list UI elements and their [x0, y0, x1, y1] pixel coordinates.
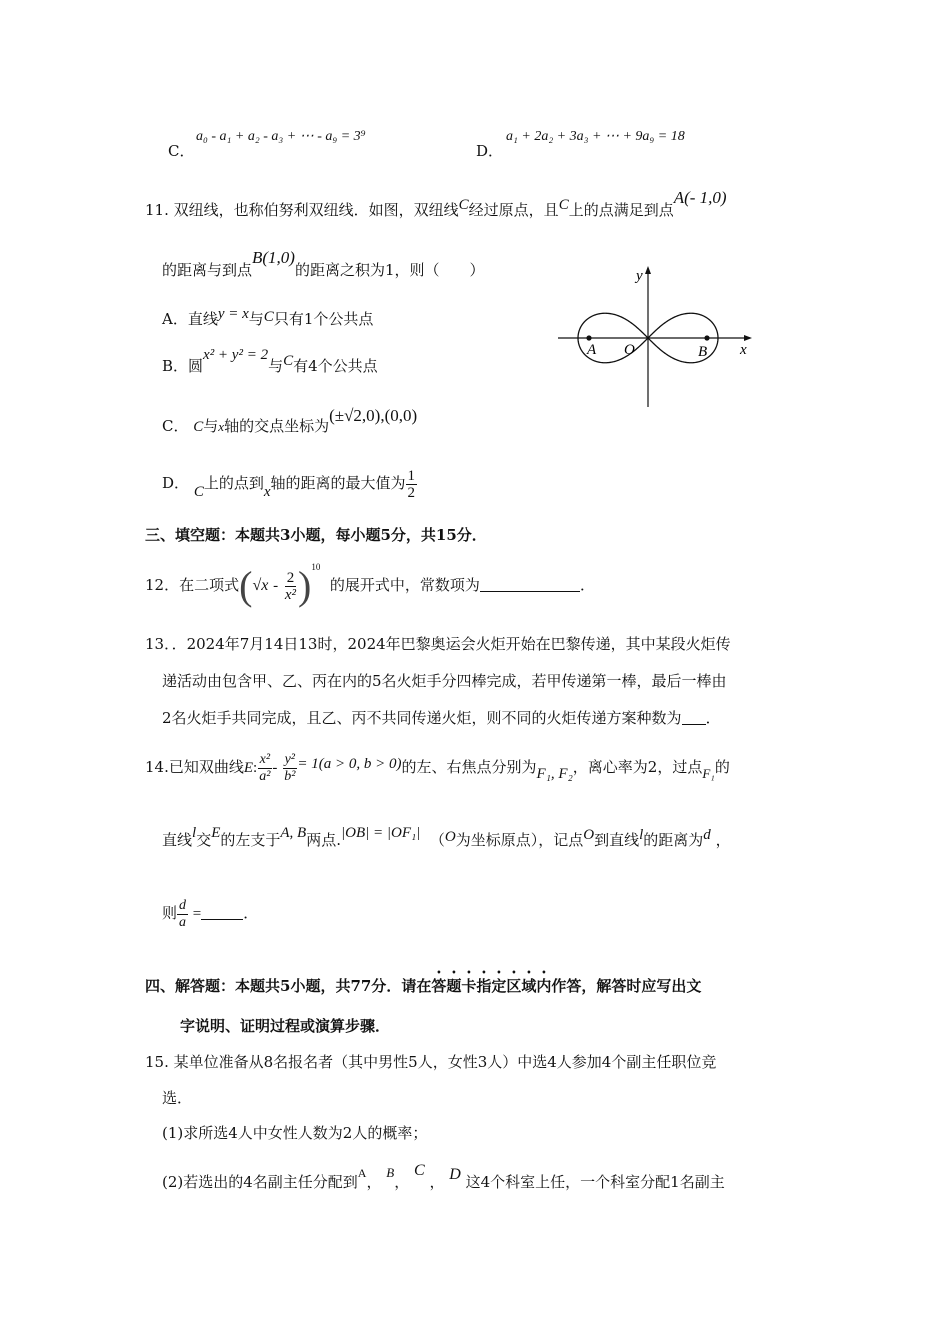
q14-line2-b: 交	[196, 831, 212, 849]
q11-option-a-mid: 与	[248, 310, 264, 328]
q11-option-d-den: 2	[407, 484, 416, 501]
q11-number: 11.	[145, 201, 169, 219]
q10-option-c-label: C．	[168, 142, 195, 160]
q10-option-d-expr: a₁ + 2a₂ + 3a₃ + ⋯ + 9a₉ = 18	[506, 129, 685, 144]
q14-line2-f: 为坐标原点），记点	[455, 831, 584, 849]
q11-option-d-curve: C	[193, 484, 204, 500]
q11-stem-line1	[145, 188, 727, 221]
q15-sep-1: ，	[366, 1173, 382, 1191]
q14-answer-blank	[201, 905, 243, 920]
q14-line3	[162, 891, 258, 936]
q14-frac2-num: y²	[284, 751, 296, 767]
q11-option-c-label: C．	[162, 417, 189, 435]
q12-fraction	[283, 570, 298, 603]
q14-l2: l	[639, 827, 644, 843]
q15-part2-a: (2)若选出的4名副主任分配到	[162, 1173, 358, 1191]
section4-heading-line2: 字说明、证明过程或演算步骤．	[180, 1017, 391, 1035]
q14-text-b: 的左、右焦点分别为	[401, 758, 537, 776]
q11-option-c-axis: x	[218, 419, 225, 434]
section4-heading-a: 四、解答题：本题共5小题，共77分．请在	[145, 977, 432, 995]
q12-text-b: 的展开式中，常数项为	[329, 576, 480, 594]
q12-number: 12．	[145, 576, 180, 594]
label-o: O	[624, 342, 635, 358]
q12-frac-num: 2	[286, 569, 295, 586]
q11-option-b-mid: 与	[268, 357, 284, 375]
q14-condition: |OB| = |OF₁|	[341, 825, 421, 841]
q15-dept-b: B	[386, 1165, 395, 1180]
q14-line2-d: 两点.	[306, 831, 341, 849]
q14-line2-a: 直线	[162, 831, 193, 849]
q11-option-a-end: 只有1个公共点	[273, 310, 374, 328]
q15-dept-a: A	[357, 1166, 367, 1180]
q11-option-b	[162, 347, 378, 377]
q11-option-a-line: y = x	[217, 306, 249, 322]
q10-option-d-label: D．	[476, 142, 504, 160]
q14-e-colon: :	[253, 760, 258, 776]
q11-option-c	[162, 406, 418, 437]
q11-option-d-axis: x	[263, 484, 271, 500]
q14-ab: A, B	[280, 825, 307, 841]
q11-option-a-label: A．直线	[162, 310, 218, 328]
q13-line3-end: ．	[705, 709, 721, 727]
q12-right-paren: )	[298, 563, 312, 608]
section4-heading-emph: 答题卡指定区域内	[431, 977, 552, 995]
q14-f1: F₁	[702, 766, 715, 781]
q14-line3-end: ．	[243, 904, 259, 922]
q11-option-d	[162, 463, 417, 504]
q12-text-end: ．	[579, 576, 595, 594]
q12	[145, 562, 595, 608]
q14-line2-g: 到直线	[594, 831, 640, 849]
section4-heading-b: 作答，解答时应写出文	[551, 977, 702, 995]
q14-frac1-den: a²	[259, 768, 271, 784]
q14-line2	[162, 825, 731, 851]
q11-option-b-circle: x² + y² = 2	[203, 347, 269, 363]
q11-option-a	[162, 306, 374, 330]
q11-stem-line2	[162, 248, 485, 280]
q11-point-b: B(1,0)	[252, 248, 295, 267]
q12-minus: -	[273, 578, 279, 594]
q11-option-d-text: 轴的距离的最大值为	[270, 474, 406, 492]
q12-sqrt: √x	[252, 577, 269, 594]
q11-curve-c: C	[458, 197, 469, 213]
q14-e-label: E	[243, 760, 254, 776]
q14-frac1-num: x²	[259, 751, 271, 767]
q11-point-a: A(- 1,0)	[673, 188, 727, 207]
q12-frac-den: x²	[284, 586, 297, 603]
q14-line2-e: （	[429, 831, 445, 849]
q11-curve-c-2: C	[558, 197, 569, 213]
q14-number: 14.	[145, 758, 169, 776]
q11-stem-d: 的距离与到点	[162, 261, 253, 279]
q14-o1: O	[444, 829, 456, 845]
q12-left-paren: (	[239, 563, 253, 608]
q14-line1	[145, 745, 730, 790]
q11-option-c-mid: 与	[203, 417, 219, 435]
q15-part2-b: 这4个科室上任，一个科室分配1名副主	[465, 1173, 725, 1191]
q11-option-c-text: 轴的交点坐标为	[224, 417, 330, 435]
q14-line2-h: 的距离为	[643, 831, 704, 849]
q14-frac1	[257, 752, 272, 785]
q11-option-d-fraction	[406, 468, 418, 501]
label-x: x	[740, 342, 747, 358]
q15-part1: (1)求所选4人中女性人数为2人的概率；	[162, 1124, 428, 1142]
q15-sep-3: ，	[429, 1173, 445, 1191]
focus-a-point	[586, 335, 591, 340]
q14-minus: -	[272, 760, 278, 776]
q13-line3	[162, 708, 721, 728]
q11-stem-c: 上的点满足到点	[568, 201, 674, 219]
q15-part2	[162, 1162, 725, 1193]
q14-text-d: 的	[714, 758, 730, 776]
section4-heading	[145, 967, 701, 996]
q14-line2-c: 的左支于	[220, 831, 281, 849]
q13-line3-text: 2名火炬手共同完成，且乙、丙不共同传递火炬，则不同的火炬传递方案种数为	[162, 709, 682, 727]
q14-frac2	[282, 752, 297, 785]
label-b: B	[698, 344, 708, 360]
section3-heading: 三、填空题：本题共3小题，每小题5分，共15分．	[145, 526, 487, 544]
q14-frac3-num: d	[179, 897, 187, 913]
q15-line1: 15. 某单位准备从8名报名者（其中男性5人，女性3人）中选4人参加4个副主任职位竞	[145, 1053, 717, 1071]
q14-line2-i: ，	[715, 831, 731, 849]
q15-dept-d: D	[449, 1166, 461, 1183]
q14-line3-eq: =	[192, 906, 202, 922]
q11-option-d-label: D．	[162, 474, 190, 492]
q11-option-d-num: 1	[407, 467, 416, 484]
q13-line1: 13．．2024年7月14日13时，2024年巴黎奥运会火炬开始在巴黎传递，其中某段火炬传	[145, 635, 731, 653]
q13-answer-blank	[682, 710, 706, 725]
q11-stem-b: 经过原点，且	[468, 201, 559, 219]
q11-option-c-coords: (±√2,0),(0,0)	[329, 406, 418, 425]
q14-l1: l	[192, 825, 197, 841]
q14-line3-a: 则	[162, 904, 178, 922]
q12-text-a: 在二项式	[179, 576, 240, 594]
q10-option-c-expr: a₀ - a₁ + a₂ - a₃ + ⋯ - a₉ = 3⁹	[196, 129, 366, 144]
q14-frac2-den: b²	[284, 768, 296, 784]
q14-text-a: 已知双曲线	[168, 758, 244, 776]
q11-option-b-label: B．圆	[162, 357, 204, 375]
label-y: y	[636, 268, 643, 284]
focus-b-point	[704, 335, 709, 340]
q14-frac3-den: a	[179, 914, 187, 930]
q11-stem-e: 的距离之积为1，则（ ）	[294, 261, 485, 279]
q11-option-a-curve: C	[263, 309, 274, 325]
q11-option-b-end: 有4个公共点	[293, 357, 378, 375]
q14-frac3	[177, 898, 188, 931]
q15-line2: 选．	[162, 1089, 193, 1107]
q14-text-c: ，离心率为2，过点	[572, 758, 703, 776]
q15-dept-c: C	[414, 1162, 425, 1179]
q14-o2: O	[583, 827, 595, 843]
q14-e2: E	[211, 825, 221, 841]
q14-foci: F₁, F₂	[536, 766, 573, 782]
label-a: A	[587, 342, 597, 358]
q13-line2: 递活动由包含甲、乙、丙在内的5名火炬手分四棒完成，若甲传递第一棒，最后一棒由	[162, 672, 727, 690]
q11-option-b-curve: C	[283, 353, 294, 369]
q14-d1: d	[703, 827, 711, 843]
q12-answer-blank	[480, 577, 580, 592]
q14-eq-tail: = 1(a > 0, b > 0)	[297, 756, 402, 772]
q15-sep-2: ，	[394, 1173, 410, 1191]
y-axis-arrow-icon	[645, 266, 651, 274]
q11-stem-a: 双纽线，也称伯努利双纽线．如图，双纽线	[173, 201, 459, 219]
q11-option-d-mid: 上的点到	[203, 474, 264, 492]
x-axis-arrow-icon	[744, 335, 752, 341]
q11-option-c-curve: C	[193, 419, 204, 435]
q12-exponent: 10	[311, 562, 321, 572]
q11-lemniscate-figure	[550, 262, 760, 412]
